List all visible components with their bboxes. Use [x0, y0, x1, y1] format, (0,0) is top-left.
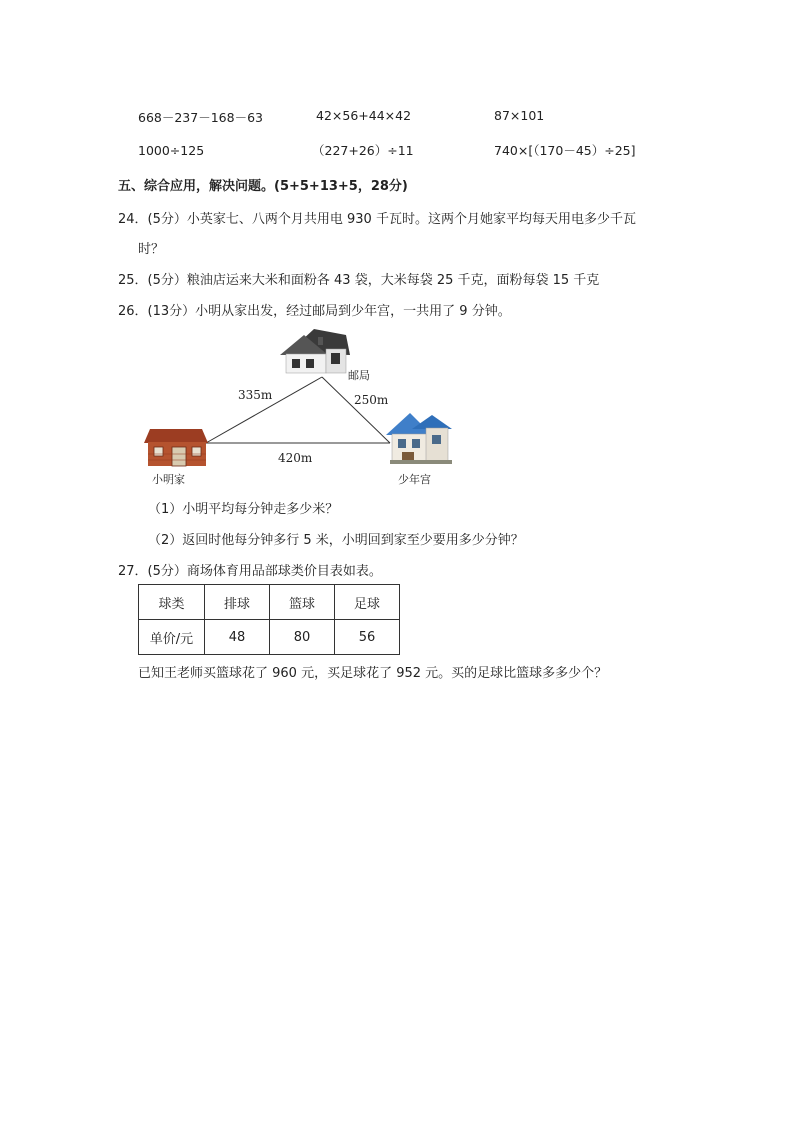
label-dist-home-post: 335m	[238, 388, 273, 402]
table-header-cell: 排球	[205, 585, 270, 620]
label-dist-home-palace: 420m	[278, 451, 313, 465]
question-26-sub2: （2）返回时他每分钟多行 5 米，小明回到家至少要用多少分钟？	[148, 533, 524, 548]
question-24-line2: 时？	[138, 242, 165, 257]
question-26-sub1: （1）小明平均每分钟走多少米？	[148, 502, 339, 517]
route-diagram	[140, 325, 460, 490]
calc-2: 42×56+44×42	[316, 108, 412, 123]
line-home-post	[206, 377, 322, 443]
youth-palace-house-icon	[386, 413, 452, 464]
table-row	[139, 585, 400, 620]
table-cell: 80	[270, 620, 335, 655]
post-office-house-icon	[280, 329, 350, 373]
calc-6: 740×[（170－45）÷25]	[494, 143, 636, 158]
table-header-cell: 球类	[139, 585, 205, 620]
price-table	[138, 584, 400, 655]
label-home: 小明家	[152, 473, 185, 486]
calc-1: 668－237－168－63	[138, 110, 263, 125]
table-cell: 48	[205, 620, 270, 655]
line-post-palace	[322, 377, 390, 443]
label-dist-post-palace: 250m	[354, 393, 389, 407]
calc-4: 1000÷125	[138, 143, 205, 158]
label-youth-palace: 少年宫	[398, 473, 431, 486]
section-heading: 五、综合应用，解决问题。(5+5+13+5，28分)	[118, 179, 408, 194]
table-row	[139, 620, 400, 655]
calc-3: 87×101	[494, 108, 545, 123]
table-cell: 单价/元	[139, 620, 205, 655]
question-27-after: 已知王老师买篮球花了 960 元，买足球花了 952 元。买的足球比篮球多多少个？	[138, 666, 608, 681]
question-25: 25．(5分）粮油店运来大米和面粉各 43 袋，大米每袋 25 千克，面粉每袋 15 千克	[118, 273, 600, 288]
question-24-line1: 24．(5分）小英家七、八两个月共用电 930 千瓦时。这两个月她家平均每天用电多少千瓦	[118, 212, 636, 227]
table-cell: 56	[335, 620, 400, 655]
label-post-office: 邮局	[348, 369, 370, 382]
question-26: 26．(13分）小明从家出发，经过邮局到少年宫，一共用了 9 分钟。	[118, 304, 511, 319]
question-27: 27．(5分）商场体育用品部球类价目表如表。	[118, 564, 382, 579]
table-header-cell: 足球	[335, 585, 400, 620]
table-header-cell: 篮球	[270, 585, 335, 620]
calc-5: （227+26）÷11	[312, 143, 414, 158]
home-house-icon	[144, 429, 208, 466]
